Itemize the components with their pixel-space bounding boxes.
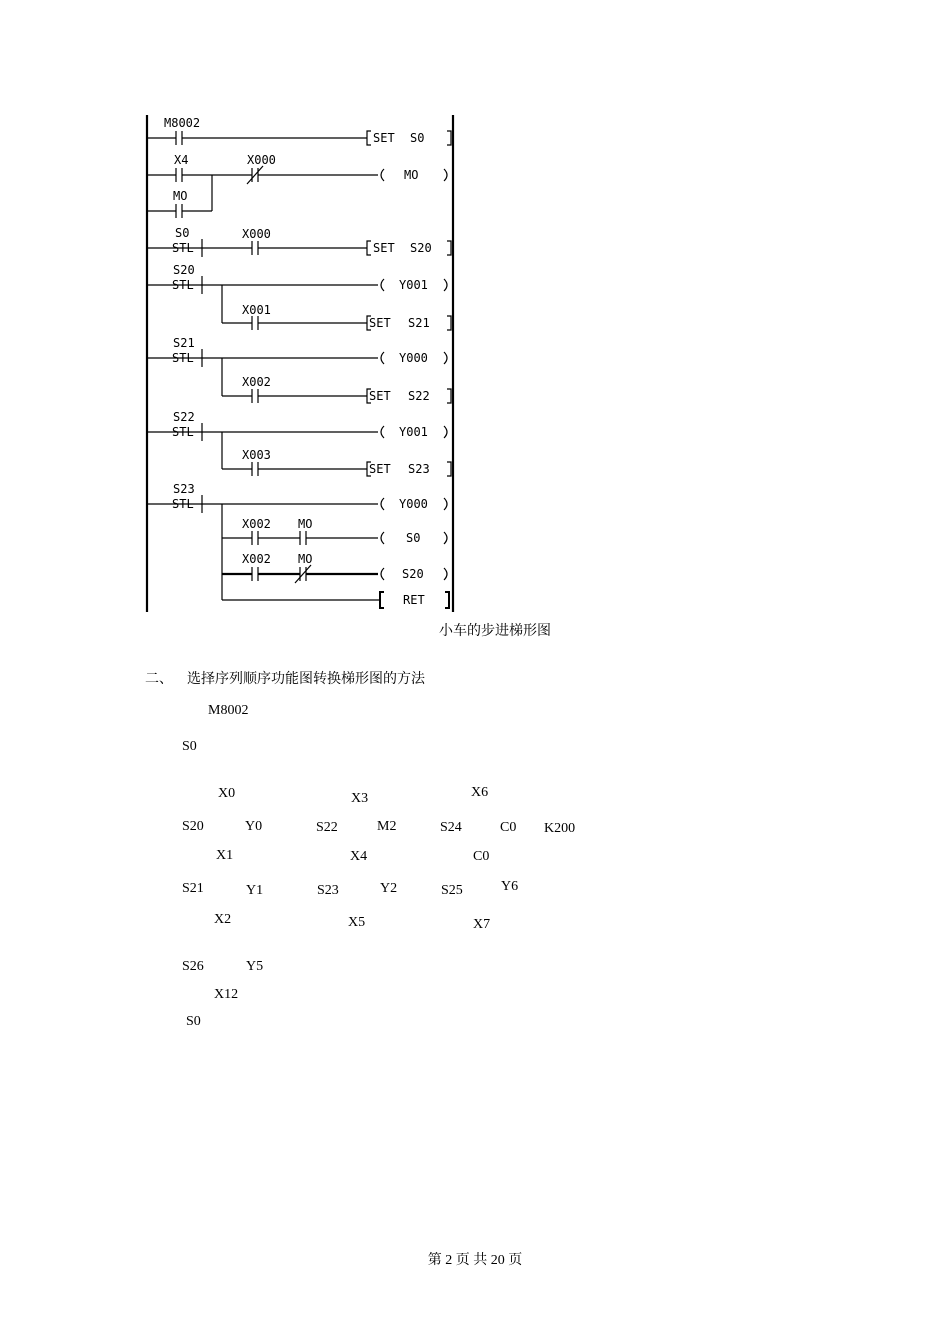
step-label: S21 [173, 336, 195, 350]
stl-label: STL [172, 241, 194, 255]
coil-operand: Y001 [399, 278, 428, 292]
contact-label: MO [298, 517, 313, 531]
coil-operand: RET [403, 593, 425, 607]
coil-operand: Y000 [399, 351, 428, 365]
sfc-label: X1 [216, 848, 234, 863]
sfc-label: X2 [214, 912, 232, 927]
step-label: S23 [173, 482, 195, 496]
sfc-label: S25 [441, 883, 463, 898]
contact-label: MO [173, 189, 188, 203]
coil-type: SET [369, 316, 391, 330]
sfc-label: X6 [471, 785, 489, 800]
sfc-label: X3 [351, 791, 369, 806]
sfc-label: X7 [473, 917, 491, 932]
sfc-label: S26 [182, 959, 204, 974]
contact-label: M8002 [164, 116, 201, 130]
stl-label: STL [172, 351, 194, 365]
sfc-label: S21 [182, 881, 204, 896]
contact-label: X003 [242, 448, 271, 462]
sfc-label: S0 [182, 739, 197, 754]
sfc-label: S0 [186, 1014, 201, 1029]
page-footer: 第 2 页 共 20 页 [427, 1253, 523, 1268]
figure-caption: 小车的步进梯形图 [439, 624, 551, 639]
coil-type: SET [369, 462, 391, 476]
sfc-label: X12 [214, 987, 239, 1002]
coil-type: SET [369, 389, 391, 403]
contact-label: X002 [242, 375, 271, 389]
sfc-label: S22 [316, 820, 338, 835]
contact-label: X001 [242, 303, 271, 317]
contact-label: X000 [242, 227, 271, 241]
stl-label: STL [172, 497, 194, 511]
stl-label: STL [172, 278, 194, 292]
coil-operand: S22 [408, 389, 430, 403]
sfc-label: S23 [317, 883, 339, 898]
coil-operand: S23 [408, 462, 430, 476]
coil-operand: Y001 [399, 425, 428, 439]
coil-operand: S21 [408, 316, 430, 330]
contact-label: X4 [174, 153, 189, 167]
coil-operand: S20 [402, 567, 424, 581]
sfc-label: X0 [218, 786, 236, 801]
sfc-label: Y5 [246, 959, 264, 974]
ladder-diagram [140, 112, 460, 617]
section-title: 选择序列顺序功能图转换梯形图的方法 [187, 672, 425, 687]
section-number: 二、 [145, 672, 173, 687]
sfc-label: X4 [350, 849, 368, 864]
coil-operand: Y000 [399, 497, 428, 511]
step-label: S20 [173, 263, 195, 277]
step-label: S22 [173, 410, 195, 424]
coil-operand: S0 [410, 131, 425, 145]
coil-type: SET [373, 131, 395, 145]
contact-label: MO [298, 552, 313, 566]
sfc-label: Y0 [245, 819, 263, 834]
sfc-label: Y2 [380, 881, 398, 896]
sfc-label: K200 [544, 821, 576, 836]
coil-operand: MO [404, 168, 419, 182]
step-label: S0 [175, 226, 190, 240]
sfc-label: M8002 [208, 703, 249, 718]
coil-operand: S0 [406, 531, 421, 545]
coil-operand: S20 [410, 241, 432, 255]
section-heading [145, 668, 425, 688]
sfc-label: S20 [182, 819, 204, 834]
coil-type: SET [373, 241, 395, 255]
sfc-label: M2 [377, 819, 397, 834]
contact-label: X000 [247, 153, 276, 167]
sfc-label: C0 [473, 849, 490, 864]
sfc-label: X5 [348, 915, 366, 930]
contact-label: X002 [242, 517, 271, 531]
sfc-label: Y6 [501, 879, 519, 894]
sfc-label: Y1 [246, 883, 264, 898]
contact-label: X002 [242, 552, 271, 566]
stl-label: STL [172, 425, 194, 439]
sfc-label: C0 [500, 820, 517, 835]
sfc-label: S24 [440, 820, 462, 835]
